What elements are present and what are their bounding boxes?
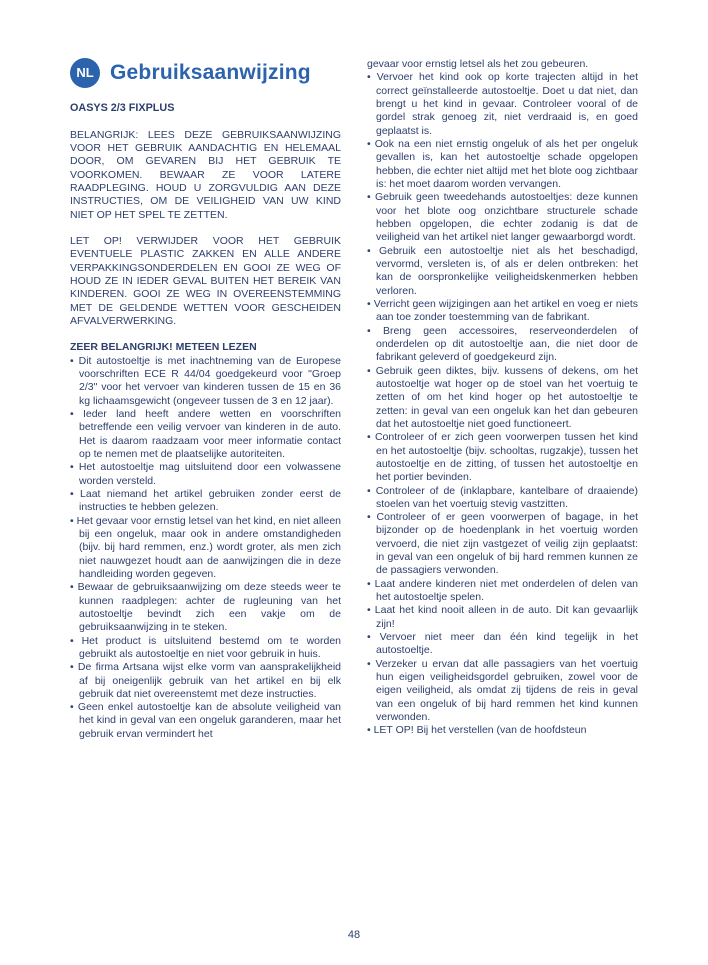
continuation-text: gevaar voor ernstig letsel als het zou gebeuren. <box>367 58 589 70</box>
section-heading: ZEER BELANGRIJK! METEEN LEZEN <box>70 341 257 354</box>
page-number: 48 <box>347 929 361 941</box>
bullet-item: • Gebruik geen diktes, bijv. kussens of dekens, om het autostoeltje wat hoger op de stoel van het voertuig te zetten of om het kind hoger op het autostoeltje te zetten: in geval van een ongeluk kan het dan gebeuren dat het autostoeltje niet goed functioneert. <box>367 365 638 432</box>
bullet-item: • Vervoer niet meer dan één kind tegelijk in het autostoeltje. <box>367 631 638 658</box>
bullet-item: • Bewaar de gebruiksaanwijzing om deze steeds weer te kunnen raadplegen: achter de rugleuning van het autostoeltje bevindt zich een vakje om de gebruiksaanwijzing in te steken. <box>70 581 341 634</box>
bullet-item: • Het product is uitsluitend bestemd om te worden gebruikt als autostoeltje en niet voor gebruik in huis. <box>70 635 341 662</box>
bullet-item: • De firma Artsana wijst elke vorm van aansprakelijkheid af bij oneigenlijk gebruik van het artikel en bij elk gebruik dat niet overeenstemt met deze instructies. <box>70 661 341 701</box>
bullet-item: • Controleer of er zich geen voorwerpen tussen het kind en het autostoeltje (bijv. schooltas, rugzakje), tussen het autostoeltje en de zitting, of tussen het autostoeltje en het portier bevinden. <box>367 431 638 484</box>
bullet-item: • Laat het kind nooit alleen in de auto. Dit kan gevaarlijk zijn! <box>367 604 638 631</box>
bullet-item: • Geen enkel autostoeltje kan de absolute veiligheid van het kind in geval van een ongeluk garanderen, maar het gebruik ervan vermindert het <box>70 701 341 741</box>
page-header <box>70 58 341 88</box>
bullet-item: • Breng geen accessoires, reserveonderdelen of onderdelen op dit autostoeltje aan, die niet door de fabrikant geleverd of goedgekeurd zijn. <box>367 325 638 365</box>
bullet-item: • Dit autostoeltje is met inachtneming van de Europese voorschriften ECE R 44/04 goedgekeurd voor "Groep 2/3" voor het vervoer van kinderen tussen de 15 en 36 kg lichaamsgewicht (ongeveer tussen de 3 en 12 jaar). <box>70 355 341 408</box>
page-title: Gebruiksaanwijzing <box>110 60 311 84</box>
language-badge-nl: NL <box>70 58 100 88</box>
bullet-item: • Ieder land heeft andere wetten en voorschriften betreffende een veilig vervoer van kinderen in de auto. Het is daarom raadzaam voor meer informatie contact op te nemen met de plaatselijke autoriteiten. <box>70 408 341 461</box>
important-notice-paragraph: BELANGRIJK: LEES DEZE GEBRUIKSAANWIJZING VOOR HET GEBRUIK AANDACHTIG EN HELEMAAL DOOR, OM GEVAREN BIJ HET GEBRUIK TE VOORKOMEN. BEWAAR ZE VOOR LATERE RAADPLEGING. HOUD U ZORGVULDIG AAN DEZE INSTRUCTIES, OM DE VEILIGHEID VAN UW KIND NIET OP HET SPEL TE ZETTEN. <box>70 128 341 221</box>
bullet-item: • Controleer of de (inklapbare, kantelbare of draaiende) stoelen van het voertuig stevig vastzitten. <box>367 485 638 512</box>
left-bullet-list <box>70 355 341 742</box>
product-heading: OASYS 2/3 FIXPLUS <box>70 102 175 114</box>
bullet-item: • Gebruik geen tweedehands autostoeltjes: deze kunnen voor het blote oog onzichtbare structurele schade hebben opgelopen, die echter zodanig is dat de veiligheid van het artikel niet langer gewaarborgd wordt. <box>367 191 638 244</box>
bullet-item: • Vervoer het kind ook op korte trajecten altijd in het correct geïnstalleerde autostoeltje. Doet u dat niet, dan brengt u het kind in gevaar. Controleer vooral of de gordel strak genoeg zit, niet verdraaid is, en goed geplaatst is. <box>367 71 638 138</box>
bullet-item: • Verricht geen wijzigingen aan het artikel en voeg er niets aan toe zonder toestemming van de fabrikant. <box>367 298 638 325</box>
right-column <box>367 58 638 741</box>
bullet-item: • Laat andere kinderen niet met onderdelen of delen van het autostoeltje spelen. <box>367 578 638 605</box>
packaging-warning-paragraph: LET OP! VERWIJDER VOOR HET GEBRUIK EVENTUELE PLASTIC ZAKKEN EN ALLE ANDERE VERPAKKINGSONDERDELEN EN GOOI ZE WEG OF HOUD ZE IN IEDER GEVAL BUITEN HET BEREIK VAN KINDEREN. GOOI ZE WEG IN OVEREENSTEMMING MET DE GELDENDE WETTEN VOOR GESCHEIDEN AFVALVERWERKING. <box>70 235 341 327</box>
bullet-item: • LET OP! Bij het verstellen (van de hoofdsteun <box>367 724 638 737</box>
bullet-item: • Verzeker u ervan dat alle passagiers van het voertuig hun eigen veiligheidsgordel gebruiken, zowel voor de eigen veiligheid, als omdat zij tijdens de reis in geval van een ongeluk of bij hard remmen het kind kunnen verwonden. <box>367 658 638 725</box>
right-bullet-list <box>367 71 638 737</box>
bullet-item: • Het gevaar voor ernstig letsel van het kind, en niet alleen bij een ongeluk, maar ook in andere omstandigheden (bijv. bij hard remmen, enz.) wordt groter, als men zich niet nauwgezet houdt aan de aanwijzingen die in deze handleiding worden gegeven. <box>70 515 341 582</box>
bullet-item: • Gebruik een autostoeltje niet als het beschadigd, vervormd, versleten is, of als er delen ontbreken: het kan de oorspronkelijke veiligheidskenmerken hebben verloren. <box>367 245 638 298</box>
bullet-item: • Laat niemand het artikel gebruiken zonder eerst de instructies te hebben gelezen. <box>70 488 341 515</box>
bullet-item: • Het autostoeltje mag uitsluitend door een volwassene worden versteld. <box>70 461 341 488</box>
left-column <box>70 58 341 741</box>
bullet-item: • Controleer of er geen voorwerpen of bagage, in het bijzonder op de hoedenplank in het voertuig worden vervoerd, die niet zijn vastgezet of veilig zijn geplaatst: in geval van een ongeluk of bij hard remmen kunnen ze de passagiers verwonden. <box>367 511 638 578</box>
bullet-item: • Ook na een niet ernstig ongeluk of als het per ongeluk gevallen is, kan het autostoeltje schade opgelopen hebben, die echter niet altijd met het blote oog zichtbaar is: het moet daarom worden vervangen. <box>367 138 638 191</box>
